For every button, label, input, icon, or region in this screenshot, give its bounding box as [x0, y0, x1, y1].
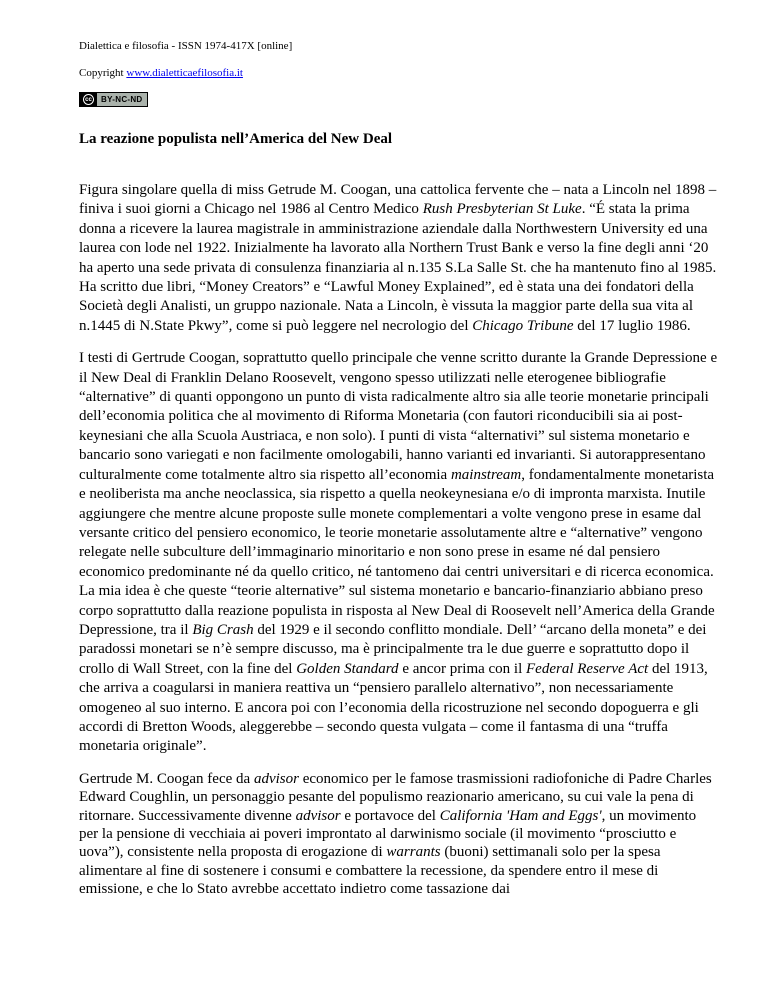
- italic-text: mainstream: [450, 466, 522, 483]
- italic-text: advisor: [253, 770, 299, 787]
- italic-text: advisor: [295, 807, 341, 824]
- italic-text: Rush Presbyterian St Luke: [422, 201, 582, 218]
- italic-text: Federal Reserve Act: [526, 660, 649, 677]
- journal-header: Dialettica e filosofia - ISSN 1974-417X [online]: [79, 40, 293, 52]
- text-run: e ancor prima con il: [398, 660, 527, 677]
- cc-license-badge[interactable]: [79, 92, 148, 107]
- italic-text: warrants: [386, 844, 441, 861]
- copyright-label: Copyright: [79, 67, 127, 79]
- article-title: La reazione populista nell’America del New Deal: [79, 131, 393, 147]
- document-page: [79, 0, 719, 899]
- text-run: del 17 luglio 1986.: [573, 317, 691, 334]
- text-run: economico per le famose trasmissioni radiofoniche di Padre Charles Edward Coughlin, un personaggio pesante del populismo reazionario americano, su cui vale la pena di ritornare. Successivamente divenne: [79, 770, 712, 824]
- text-run: (buoni) settimanali solo per la spesa alimentare al fine di sostenere i consumi e combattere la recessione, da spendere entro il mese di emissione, e che lo Stato avrebbe accettato indietro come tassazione dai: [79, 844, 661, 898]
- text-run: I testi di Gertrude Coogan, soprattutto quello principale che venne scritto durante la Grande Depressione e il New Deal di Franklin Delano Roosevelt, vengono spesso utilizzati nelle eterogenee bibliografie “alternative” di quanti oppongono un punto di vista radicalmente altro sia alle teorie monetarie principali dell’economia politica che al movimento di Riforma Monetaria (con fautori riconducibili sia ai post-keynesiani che alla Scuola Austriaca, e non solo). I punti di vista “alternativi” sul sistema monetario e bancario sono variegati e non facilmente omologabili, hanno varianti ed invarianti. Si autorappresentano culturalmente come totalmente altro sia rispetto all’economia: [79, 350, 718, 483]
- license-terms: BY-NC-ND: [97, 95, 147, 104]
- text-run: Figura singolare quella di miss Getrude M. Coogan, una cattolica fervente che – nata a Lincoln nel 1898 – finiva i suoi giorni a Chicago nel 1986 al Centro Medico: [79, 182, 717, 218]
- text-run: e portavoce del: [340, 807, 440, 824]
- copyright-line: [79, 67, 719, 80]
- text-run: , un movimento per la pensione di vecchiaia ai poveri improntato al darwinismo sociale (il movimento “prosciutto e uova”), consistente nella proposta di erogazione di: [79, 807, 697, 861]
- text-run: . “É stata la prima donna a ricevere la laurea magistrale in amministrazione aziendale dalla Northwestern University ed una laurea con lode nel 1922. Inizialmente ha lavorato alla Northern Trust Bank e verso la fine degli anni ‘20 ha aperto una sede privata di consulenza finanziaria al n.135 S.La Salle St. che ha mantenuto fino al 1985. Ha scritto due libri, “Money Creators” e “Lawful Money Explained”, ed è stata una dei fondatori della Società degli Analisti, un gruppo nazionale. Nata a Lincoln, è vissuta la maggior parte della sua vita al n.1445 di N.State Pkwy”, come si può leggere nel necrologio del: [79, 201, 717, 334]
- text-run: Gertrude M. Coogan fece da: [79, 770, 254, 787]
- italic-text: Golden Standard: [296, 660, 399, 677]
- paragraph-3: [79, 770, 719, 899]
- italic-text: Chicago Tribune: [472, 317, 574, 334]
- website-link[interactable]: www.dialetticaefilosofia.it: [126, 67, 243, 79]
- text-run: del 1929 e il secondo conflitto mondiale. Dell’ “arcano della moneta” e dei paradossi monetari se n’è sempre discusso, ma è principalmente tra le due guerre e soprattutto dopo il crollo di Wall Street, con la fine del: [79, 621, 707, 677]
- text-run: del 1913, che arriva a coagularsi in maniera reattiva un “pensiero parallelo alternativo”, non necessariamente omogeneo al suo interno. E ancora poi con l’economia della ricostruzione nel secondo dopoguerra e gli accordi di Bretton Woods, aleggerebbe – secondo questa vulgata – come il fantasma di una “truffa monetaria originale”.: [79, 660, 708, 755]
- italic-text: California 'Ham and Eggs': [439, 807, 602, 824]
- paragraph-2: [79, 349, 719, 757]
- paragraph-1: [79, 181, 719, 336]
- italic-text: Big Crash: [192, 621, 254, 638]
- text-run: , fondamentalmente monetarista e neoliberista ma anche neoclassica, sia rispetto a quella neokeynesiana e/o di impronta marxista. Inutile aggiungere che mentre alcune proposte sulle monete complementari a volte vengono prese in esame dal versante critico del pensiero economico, le teorie monetarie assolutamente altre e “alternative” vengono relegate nelle subculture dell’immaginario minoritario e non sono prese in esame né dal pensiero economico predominante né da quello critico, né tantomeno dai centri universitari e di ricerca economica. La mia idea è che queste “teorie alternative” sul sistema monetario e bancario-finanziario abbiano preso corpo soprattutto dalla reazione populista in risposta al New Deal di Roosevelt nell’America della Grande Depressione, tra il: [79, 466, 715, 638]
- creative-commons-icon: cc: [80, 93, 97, 106]
